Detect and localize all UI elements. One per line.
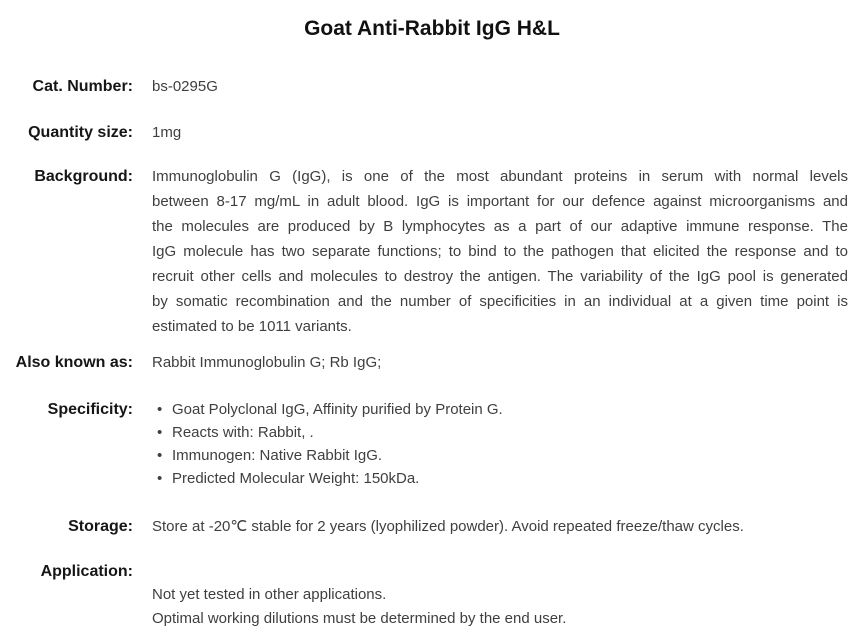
field-row-quantity-size xyxy=(0,123,864,142)
field-row-storage xyxy=(0,517,864,536)
storage-label: Storage: xyxy=(68,518,133,535)
field-row-also-known-as xyxy=(0,353,864,372)
list-item xyxy=(152,398,848,421)
specificity-item-text: Reacts with: Rabbit, . xyxy=(172,424,314,441)
application-notes xyxy=(152,583,864,631)
list-item xyxy=(152,467,848,490)
list-item xyxy=(152,421,848,444)
background-line: the molecules are produced by B lymphocytes as a part of our adaptive immune response. The xyxy=(152,218,848,235)
bullet-icon: • xyxy=(157,447,163,464)
bullet-icon: • xyxy=(157,401,163,418)
bullet-icon: • xyxy=(157,424,163,441)
background-line: estimated to be 1011 variants. xyxy=(152,318,352,335)
bullet-icon: • xyxy=(157,470,163,487)
quantity-size-label: Quantity size: xyxy=(28,124,133,141)
background-line: by somatic recombination and the number of specificities in an individual at a given time point is xyxy=(152,293,848,310)
quantity-size-value: 1mg xyxy=(152,124,182,141)
specificity-label: Specificity: xyxy=(47,401,133,418)
page-title: Goat Anti-Rabbit IgG H&L xyxy=(304,17,560,40)
specificity-list xyxy=(152,398,848,490)
background-line: recruit other cells and molecules to destroy the antigen. The variability of the IgG pool is generated xyxy=(152,268,848,285)
background-line: between 8-17 mg/mL in adult blood. IgG is important for our defence against microorganisms and xyxy=(152,193,848,210)
application-label: Application: xyxy=(40,563,133,580)
specificity-item-text: Immunogen: Native Rabbit IgG. xyxy=(172,447,383,464)
specificity-item-text: Goat Polyclonal IgG, Affinity purified by Protein G. xyxy=(172,401,503,418)
cat-number-label: Cat. Number: xyxy=(32,78,133,95)
also-known-as-value: Rabbit Immunoglobulin G; Rb IgG; xyxy=(152,354,382,371)
specificity-item-text: Predicted Molecular Weight: 150kDa. xyxy=(172,470,420,487)
background-line: Immunoglobulin G (IgG), is one of the most abundant proteins in serum with normal levels xyxy=(152,168,848,185)
background-label: Background: xyxy=(34,168,133,185)
field-row-cat-number xyxy=(0,77,864,96)
application-note-line: Optimal working dilutions must be determined by the end user. xyxy=(152,610,567,627)
also-known-as-label: Also known as: xyxy=(15,354,133,371)
cat-number-value: bs-0295G xyxy=(152,78,218,95)
background-line: IgG molecule has two separate functions; to bind to the pathogen that elicited the response and to xyxy=(152,243,848,260)
field-row-specificity xyxy=(0,398,864,490)
list-item xyxy=(152,444,848,467)
field-row-application xyxy=(0,562,864,581)
background-value xyxy=(152,164,864,339)
application-note-line: Not yet tested in other applications. xyxy=(152,586,387,603)
specificity-value xyxy=(152,398,864,490)
storage-value: Store at -20℃ stable for 2 years (lyophilized powder). Avoid repeated freeze/thaw cycles. xyxy=(152,518,744,535)
field-row-background xyxy=(0,164,864,339)
